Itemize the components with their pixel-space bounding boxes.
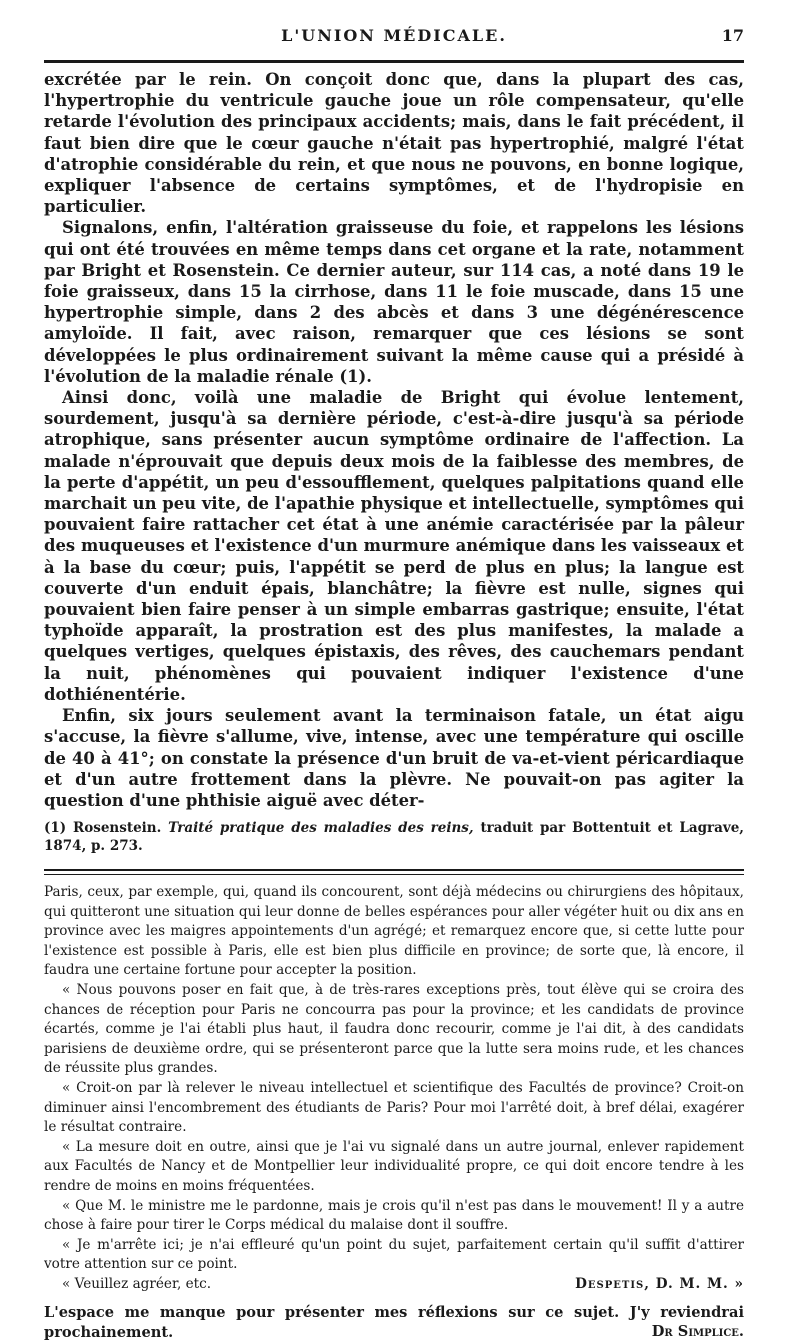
journal-page: [44, 22, 744, 1340]
footnote-rest: traduit par Bottentuit et Lagrave, 1874, p. 273.: [44, 820, 744, 855]
letter-signature: Despetis, D. M. M. »: [575, 1275, 744, 1292]
feuilleton-paragraph: « Je m'arrête ici; je n'ai effleuré qu'un point du sujet, parfaitement certain qu'il suffit d'attirer votre attention sur ce point.: [44, 1236, 744, 1273]
section-divider: [44, 869, 744, 875]
article-paragraph: Ainsi donc, voilà une maladie de Bright qui évolue lentement, sourdement, jusqu'à sa dernière période, c'est-à-dire jusqu'à sa période atrophique, sans présenter aucun symptôme ordinaire de l'affection. La malade n'éprouvait que depuis deux mois de la faiblesse des membres, de la perte d'appétit, un peu d'essoufflement, quelques palpitations quand elle marchait un peu vite, de l'apathie physique et intellectuelle, symptômes qui pouvaient faire rattacher cet état à une anémie caractérisée par la pâleur des muqueuses et l'existence d'un murmure anémique dans les vaisseaux et à la base du cœur; puis, l'appétit se perd de plus en plus; la langue est couverte d'un enduit épais, blanchâtre; la fièvre est nulle, signes qui pouvaient bien faire penser à un simple embarras gastrique; ensuite, l'état typhoïde apparaît, la prostration est des plus manifestes, la malade a quelques vertiges, quelques épistaxis, des rêves, des cauchemars pendant la nuit, phénomènes qui pouvaient indiquer l'existence d'une dothiénentérie.: [44, 388, 744, 704]
running-title: L'UNION MÉDICALE.: [281, 26, 507, 45]
final-signature: Dr Simplice.: [651, 1322, 744, 1340]
page-number: 17: [721, 26, 744, 45]
closing-line: « Veuillez agréer, etc.: [62, 1275, 212, 1292]
feuilleton-paragraph: « La mesure doit en outre, ainsi que je l'ai vu signalé dans un autre journal, enlever rapidement aux Facultés de Nancy et de Montpellier leur individualité propre, ce qui doit encore tendre à les rendre de moins en moins fréquentées.: [44, 1138, 744, 1195]
feuilleton-paragraph: « Croit-on par là relever le niveau intellectuel et scientifique des Facultés de province? Croit-on diminuer ainsi l'encombrement des étudiants de Paris? Pour moi l'arrêté doit, à bref délai, exagérer le résultat contraire.: [44, 1080, 744, 1136]
feuilleton-paragraph: « Nous pouvons poser en fait que, à de très-rares exceptions près, tout élève qui se croira des chances de réception pour Paris ne concourra pas pour la province; et les candidats de province écartés, comme je l'ai établi plus haut, il faudra donc recourir, comme je l'ai dit, à des candidats parisiens de deuxième ordre, qui se présenteront parce que la lutte sera moins rude, et les chances de réussite plus grandes.: [44, 982, 744, 1077]
footnote-title: Traité pratique des maladies des reins,: [168, 820, 474, 837]
article-paragraph: Signalons, enfin, l'altération graisseuse du foie, et rappelons les lésions qui ont été trouvées en même temps dans cet organe et la rate, notamment par Bright et Rosenstein. Ce dernier auteur, sur 114 cas, a noté dans 19 le foie graisseux, dans 15 la cirrhose, dans 11 le foie muscade, dans 15 une hypertrophie simple, dans 2 des abcès et dans 3 une dégénérescence amyloïde. Il fait, avec raison, remarquer que ces lésions se sont développées le plus ordinairement suivant la même cause qui a présidé à l'évolution de la maladie rénale (1).: [44, 218, 744, 386]
header-rule: [44, 60, 744, 63]
footnote-marker: (1) Rosenstein.: [44, 820, 162, 837]
article-paragraph: Enfin, six jours seulement avant la terminaison fatale, un état aigu s'accuse, la fièvre s'allume, vive, intense, avec une température qui oscille de 40 à 41°; on constate la présence d'un bruit de va-et-vient péricardiaque et d'un autre frottement dans la plèvre. Ne pouvait-on pas agiter la question d'une phthisie aiguë avec déter-: [44, 706, 744, 810]
footnote: [44, 819, 744, 855]
feuilleton-section: [44, 883, 744, 1294]
feuilleton-paragraph: Paris, ceux, par exemple, qui, quand ils concourent, sont déjà médecins ou chirurgiens des hôpitaux, qui quitteront une situation qui leur donne de belles espérances pour aller végéter huit ou dix ans en province avec les maigres appointements d'un agrégé; et remarquez encore que, si cette lutte pour l'existence est possible à Paris, elle est bien plus difficile en province; de sorte que, là encore, il faudra une certaine fortune pour accepter la position.: [44, 884, 744, 979]
closing-signature-line: [44, 1275, 744, 1295]
final-note: L'espace me manque pour présenter mes réflexions sur ce sujet. J'y reviendrai prochainement.: [44, 1303, 744, 1341]
article-body: [44, 69, 744, 811]
feuilleton-paragraph: « Que M. le ministre me le pardonne, mais je crois qu'il n'est pas dans le mouvement! Il y a autre chose à faire pour tirer le Corps médical du malaise dont il souffre.: [44, 1197, 744, 1234]
page-header: [44, 22, 744, 56]
article-paragraph: excrétée par le rein. On conçoit donc que, dans la plupart des cas, l'hypertrophie du ventricule gauche joue un rôle compensateur, qu'elle retarde l'évolution des principaux accidents; mais, dans le fait précédent, il faut bien dire que le cœur gauche n'était pas hypertrophié, malgré l'état d'atrophie considérable du rein, et que nous ne pouvons, en bonne logique, expliquer l'absence de certains symptômes, et de l'hydropisie en particulier.: [44, 70, 744, 217]
